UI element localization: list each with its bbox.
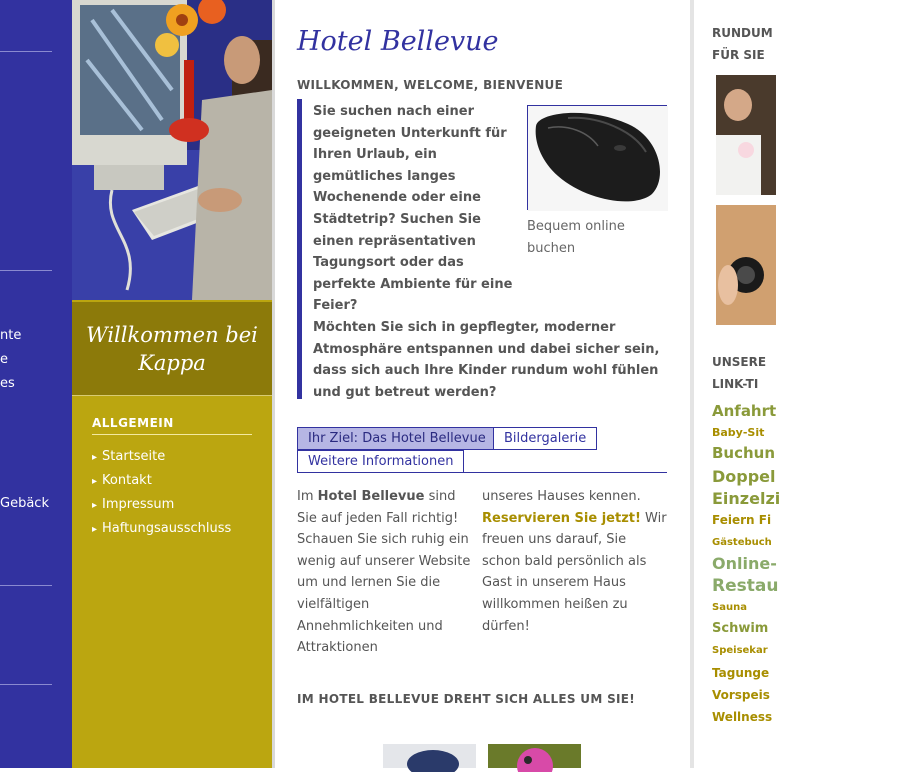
divider bbox=[0, 270, 52, 271]
thumbnail-image bbox=[383, 744, 476, 768]
tab-bildergalerie[interactable]: Bildergalerie bbox=[493, 427, 597, 450]
text-fragment: Im bbox=[297, 489, 318, 504]
tag-link[interactable]: Gästebuch bbox=[712, 537, 772, 548]
page-title: Hotel Bellevue bbox=[297, 26, 499, 57]
gallery-thumbnail[interactable] bbox=[488, 744, 581, 768]
left-nav-item[interactable]: e bbox=[0, 352, 8, 367]
sidebar-item-impressum[interactable]: ▸ Impressum bbox=[92, 493, 252, 517]
tag-link[interactable]: Schwim bbox=[712, 621, 769, 636]
image-caption: Bequem online buchen bbox=[527, 219, 625, 256]
tab-weitere-informationen[interactable]: Weitere Informationen bbox=[297, 450, 464, 473]
hotel-name: Hotel Bellevue bbox=[317, 489, 425, 504]
content-column-right bbox=[482, 486, 667, 637]
sidebar bbox=[72, 0, 272, 768]
divider bbox=[0, 684, 52, 685]
welcome-banner bbox=[72, 302, 272, 396]
camera-photo bbox=[716, 205, 776, 325]
reserve-link[interactable]: Reservieren Sie jetzt! bbox=[482, 510, 641, 526]
tag-link[interactable]: Sauna bbox=[712, 602, 747, 613]
right-heading: RUNDUM bbox=[712, 26, 773, 40]
tag-link[interactable]: Online- bbox=[712, 554, 777, 573]
right-photo-2 bbox=[716, 205, 776, 325]
gallery-thumbnail[interactable] bbox=[383, 744, 476, 768]
tag-link[interactable]: Baby-Sit bbox=[712, 426, 765, 439]
text-fragment: Wir freuen uns darauf, Sie schon bald persönlich als Gast in unserem Haus willkommen heißen zu dürfen! bbox=[482, 510, 667, 634]
intro-paragraph: Sie suchen nach einer geeigneten Unterkunft für Ihren Urlaub, ein gemütliches langes Wochenende oder eine Städtetrip? Suchen Sie einen repräsentativen Tagungsort oder das perfekte Ambiente für eine Feier? bbox=[313, 104, 513, 314]
sidebar-item-kontakt[interactable]: ▸ Kontakt bbox=[92, 469, 252, 493]
left-nav-item[interactable]: es bbox=[0, 376, 15, 391]
section-heading: IM HOTEL BELLEVUE DREHT SICH ALLES UM SIE! bbox=[297, 692, 636, 706]
sidebar-item-haftungsausschluss[interactable]: ▸ Haftungsausschluss bbox=[92, 517, 252, 541]
tag-link[interactable]: Feiern Fi bbox=[712, 513, 772, 527]
sidebar-nav bbox=[92, 416, 252, 541]
page-subtitle: WILLKOMMEN, WELCOME, BIENVENUE bbox=[297, 78, 564, 92]
tab-hotel-bellevue[interactable]: Ihr Ziel: Das Hotel Bellevue bbox=[297, 427, 497, 450]
tag-link[interactable]: Restau bbox=[712, 576, 779, 596]
divider bbox=[0, 585, 52, 586]
right-heading: FÜR SIE bbox=[712, 48, 765, 62]
wedding-photo bbox=[716, 75, 776, 195]
left-navigation-column bbox=[0, 0, 72, 768]
thumbnail-image bbox=[488, 744, 581, 768]
intro-paragraph-2: Möchten Sie sich in gepflegter, moderner Atmosphäre entspannen und dabei sicher sein, dass sich auch Ihre Kinder rundum wohl fühlen und gut betreut werden? bbox=[313, 320, 660, 400]
nav-section-title: ALLGEMEIN bbox=[92, 416, 252, 435]
quote-bar bbox=[297, 99, 302, 399]
tag-link[interactable]: Speisekar bbox=[712, 645, 768, 656]
text-fragment: unseres Hauses kennen. bbox=[482, 489, 641, 504]
header-photo bbox=[72, 0, 272, 300]
tag-link[interactable]: Wellness bbox=[712, 710, 773, 724]
sidebar-item-startseite[interactable]: ▸ Startseite bbox=[92, 445, 252, 469]
welcome-text: Willkommen bei Kappa bbox=[86, 322, 258, 375]
left-nav-item[interactable]: nte bbox=[0, 328, 22, 343]
tag-link[interactable]: Anfahrt bbox=[712, 402, 777, 420]
right-heading: LINK-TI bbox=[712, 377, 759, 391]
tab-bar bbox=[297, 427, 667, 473]
computer-mouse-picture bbox=[528, 106, 668, 211]
main-content bbox=[275, 0, 690, 768]
divider bbox=[0, 51, 52, 52]
left-nav-item[interactable]: Gebäck bbox=[0, 496, 49, 511]
right-heading: UNSERE bbox=[712, 355, 767, 369]
tag-link[interactable]: Buchun bbox=[712, 444, 776, 462]
tag-link[interactable]: Einzelzi bbox=[712, 489, 781, 508]
tag-link[interactable]: Vorspeis bbox=[712, 688, 770, 702]
right-photo-1 bbox=[716, 75, 776, 195]
mouse-image bbox=[527, 105, 667, 210]
tag-link[interactable]: Doppel bbox=[712, 467, 776, 486]
right-sidebar bbox=[694, 0, 781, 768]
office-worker-photo bbox=[72, 0, 272, 300]
text-fragment: sind Sie auf jeden Fall richtig! Schauen Sie sich ruhig ein wenig auf unserer Website um und lernen Sie die vielfältigen Annehmlichkeiten und Attraktionen bbox=[297, 489, 471, 656]
tag-link[interactable]: Tagunge bbox=[712, 666, 770, 680]
content-column-left bbox=[297, 486, 472, 659]
